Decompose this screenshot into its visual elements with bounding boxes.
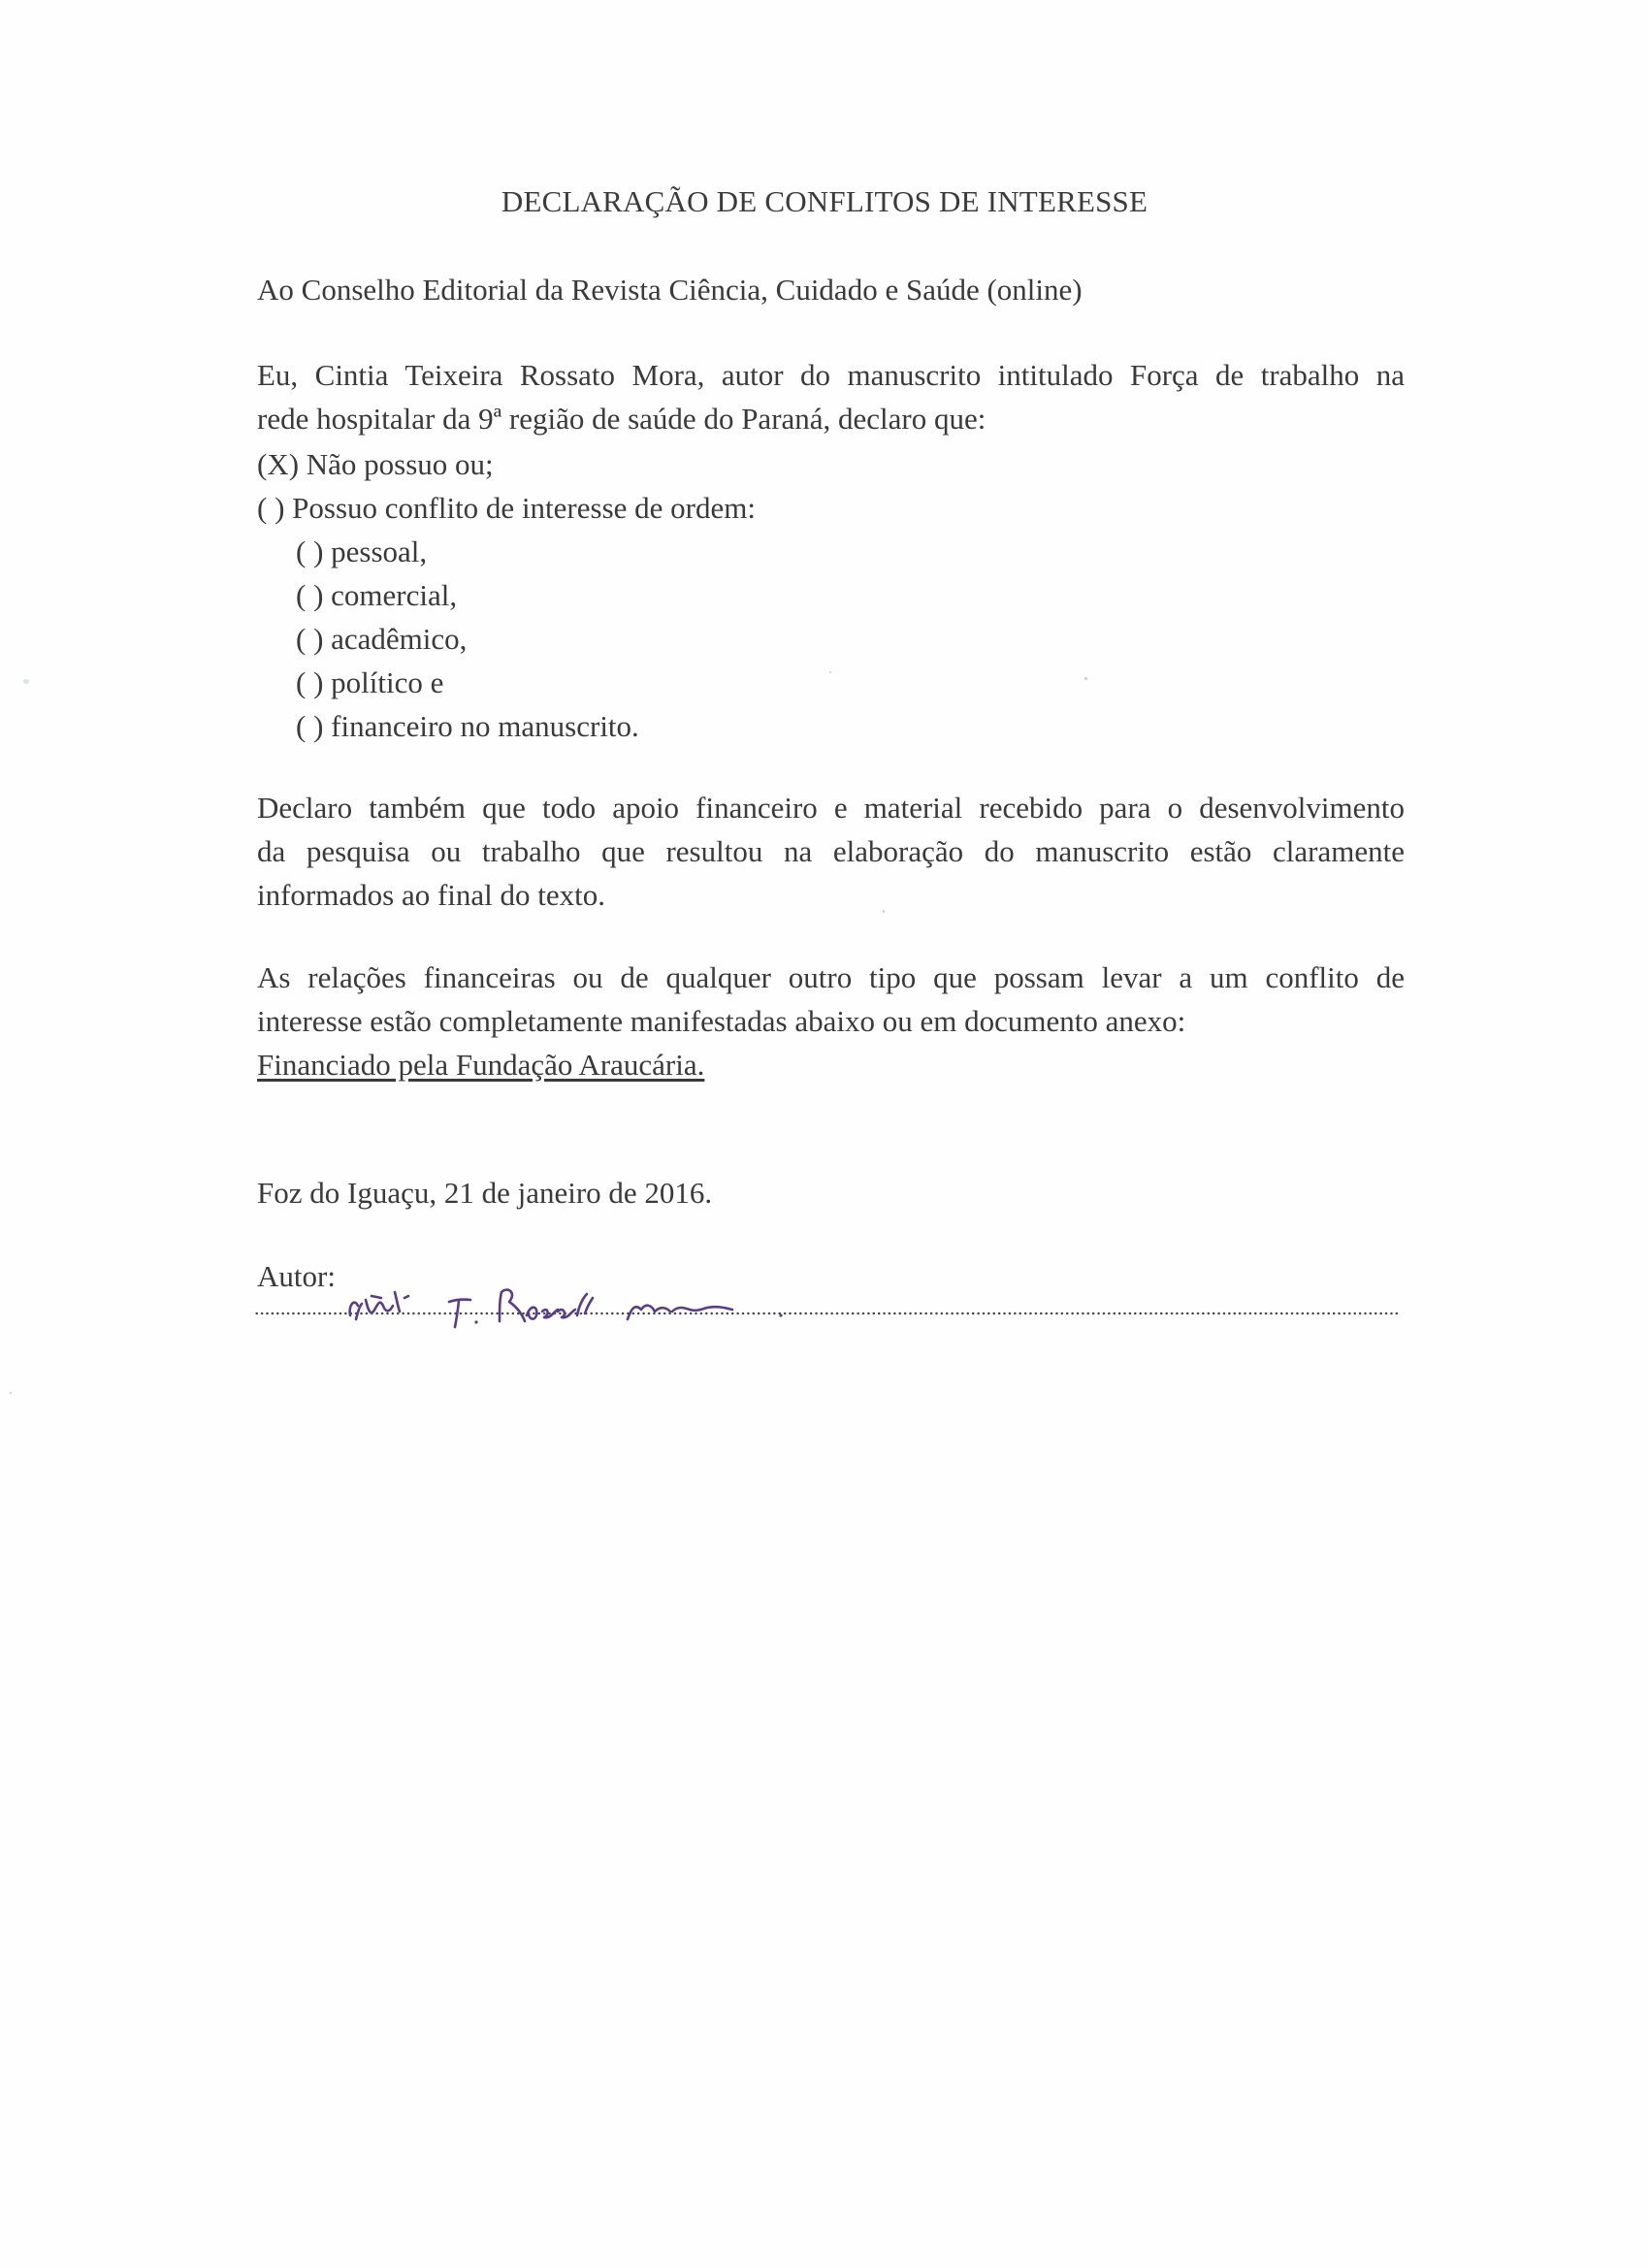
scan-speck: [10, 1392, 12, 1394]
sub-option-political: ( ) político e: [296, 665, 444, 699]
intro-paragraph: [257, 353, 1405, 440]
support-line-2: da pesquisa ou trabalho que resultou na elaboração do manuscrito estão claramente: [257, 834, 1405, 868]
document-title: DECLARAÇÃO DE CONFLITOS DE INTERESSE: [501, 184, 1148, 218]
scan-speck: [1084, 677, 1087, 680]
sub-option-personal: ( ) pessoal,: [296, 535, 428, 568]
sub-option-financial: ( ) financeiro no manuscrito.: [296, 709, 639, 743]
option-no-conflict: (X) Não possuo ou;: [257, 447, 494, 481]
relations-paragraph: [257, 956, 1405, 1086]
scan-speck: [829, 671, 831, 673]
author-signature: [344, 1277, 849, 1335]
sub-option-academic: ( ) acadêmico,: [296, 622, 468, 656]
relations-line-2: interesse estão completamente manifestadas abaixo ou em documento anexo:: [257, 1004, 1186, 1038]
support-line-3: informados ao final do texto.: [257, 878, 605, 912]
sub-option-commercial: ( ) comercial,: [296, 578, 458, 612]
intro-line-2: rede hospitalar da 9ª região de saúde do Paraná, declaro que:: [257, 402, 986, 436]
support-line-1: Declaro também que todo apoio financeiro e material recebido para o desenvolvimento: [257, 791, 1405, 825]
author-label: Autor:: [257, 1259, 336, 1293]
support-paragraph: [257, 786, 1405, 917]
relations-line-1: As relações financeiras ou de qualquer outro tipo que possam levar a um conflito de: [257, 960, 1405, 994]
place-date: Foz do Iguaçu, 21 de janeiro de 2016.: [257, 1176, 713, 1210]
intro-line-1: Eu, Cintia Teixeira Rossato Mora, autor do manuscrito intitulado Força de trabalho na: [257, 358, 1405, 392]
scan-speck: [23, 679, 29, 684]
scan-speck: [883, 910, 885, 913]
option-has-conflict: ( ) Possuo conflito de interesse de ordem:: [257, 491, 756, 525]
funding-statement: Financiado pela Fundação Araucária.: [257, 1048, 705, 1082]
addressee-line: Ao Conselho Editorial da Revista Ciência, Cuidado e Saúde (online): [257, 273, 1083, 307]
